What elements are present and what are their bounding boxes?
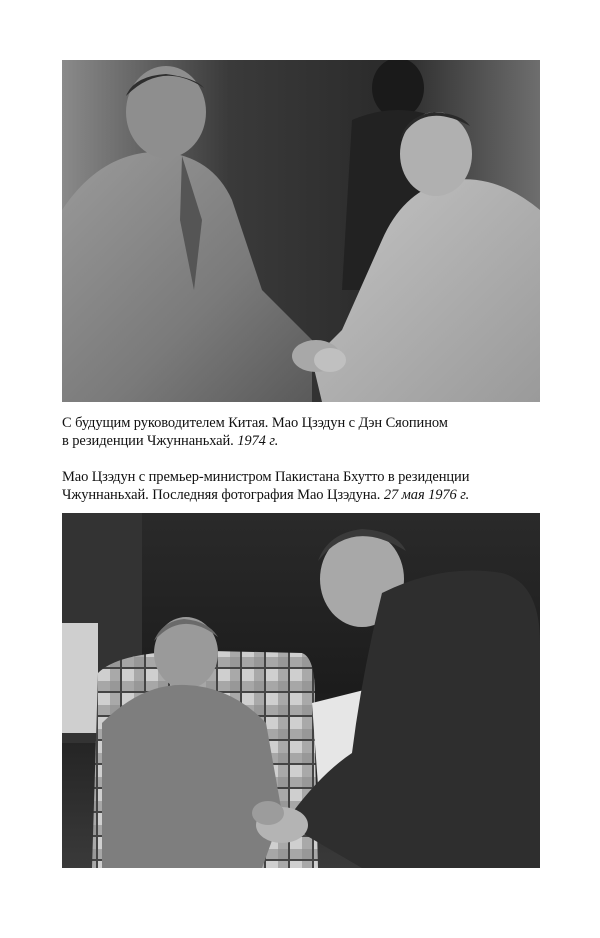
caption-line [62,486,540,504]
caption-date: 1974 г. [237,433,279,449]
caption-line: Мао Цзэдун с премьер-министром Пакистана Бхутто в резиденции [62,469,470,485]
caption-line: С будущим руководителем Китая. Мао Цзэдун с Дэн Сяопином [62,415,448,431]
meeting-photo-graphic [62,513,540,868]
caption-text: в резиденции Чжуннаньхай. [62,433,234,449]
caption-date: 27 мая 1976 г. [383,487,470,503]
meeting-caption [62,468,540,504]
caption-line [62,432,540,450]
handshake-caption [62,414,540,450]
caption-text: Чжуннаньхай. Последняя фотография Мао Цзэдуна. [62,487,381,503]
meeting-photo [62,513,540,868]
handshake-photo-graphic [62,60,540,402]
handshake-photo [62,60,540,402]
